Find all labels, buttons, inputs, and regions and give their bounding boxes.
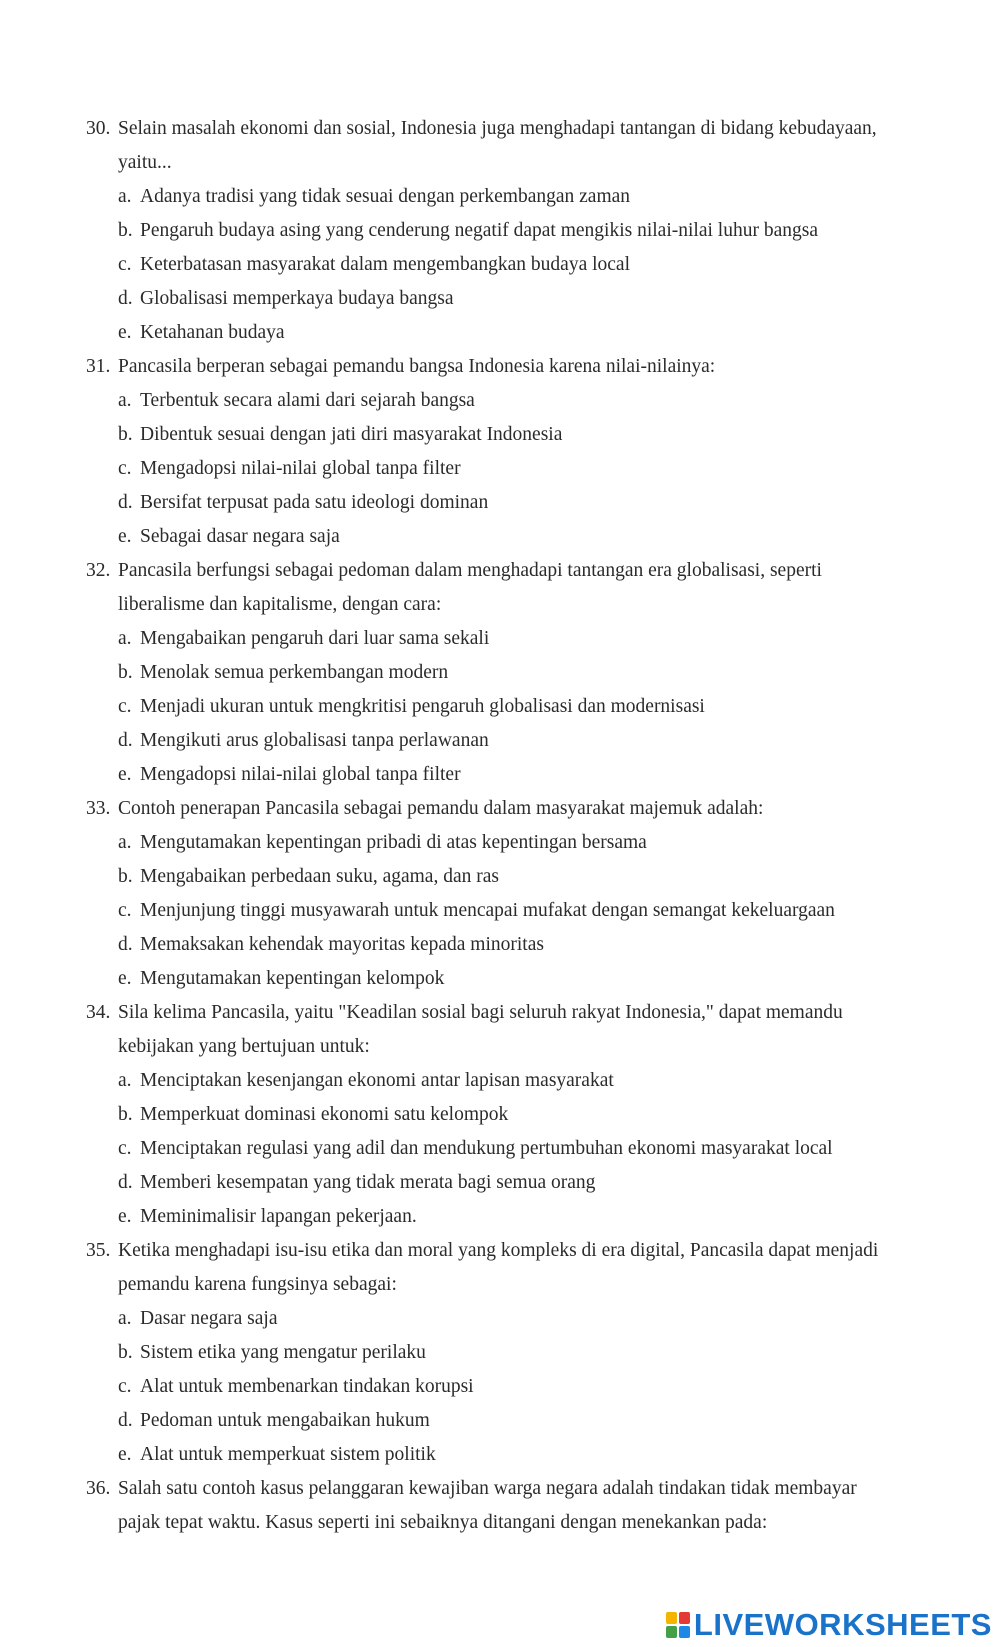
option-letter: e. — [118, 526, 132, 547]
option-letter: d. — [118, 1410, 133, 1431]
answer-option-b[interactable] — [0, 1098, 1000, 1132]
answer-option-d[interactable] — [0, 724, 1000, 758]
answer-option-e[interactable] — [0, 758, 1000, 792]
answer-option-e[interactable] — [0, 962, 1000, 996]
question-text: Sila kelima Pancasila, yaitu "Keadilan sosial bagi seluruh rakyat Indonesia," dapat memandu kebijakan yang bertujuan untuk: — [118, 1002, 843, 1057]
question-text-block — [0, 1234, 1000, 1302]
answer-option-d[interactable] — [0, 1404, 1000, 1438]
logo-square-red — [679, 1612, 690, 1624]
answer-option-d[interactable] — [0, 928, 1000, 962]
option-text: Mengutamakan kepentingan pribadi di atas kepentingan bersama — [140, 832, 647, 853]
option-letter: c. — [118, 458, 132, 479]
question-30 — [0, 112, 1000, 350]
option-text: Mengikuti arus globalisasi tanpa perlawanan — [140, 730, 489, 751]
option-letter: e. — [118, 322, 132, 343]
answer-option-e[interactable] — [0, 520, 1000, 554]
option-text: Keterbatasan masyarakat dalam mengembangkan budaya local — [140, 254, 630, 275]
option-letter: c. — [118, 1376, 132, 1397]
answer-option-d[interactable] — [0, 282, 1000, 316]
question-text-block — [0, 112, 1000, 180]
question-text: Contoh penerapan Pancasila sebagai pemandu dalam masyarakat majemuk adalah: — [118, 798, 764, 819]
option-text: Mengadopsi nilai-nilai global tanpa filter — [140, 764, 461, 785]
worksheet-page — [0, 112, 1000, 1540]
option-text: Menolak semua perkembangan modern — [140, 662, 449, 683]
option-letter: c. — [118, 696, 132, 717]
answer-option-d[interactable] — [0, 1166, 1000, 1200]
option-letter: d. — [118, 934, 133, 955]
option-text: Memperkuat dominasi ekonomi satu kelompok — [140, 1104, 509, 1125]
option-letter: e. — [118, 1206, 132, 1227]
option-letter: a. — [118, 186, 132, 207]
answer-option-b[interactable] — [0, 656, 1000, 690]
option-text: Alat untuk membenarkan tindakan korupsi — [140, 1376, 474, 1397]
question-text: Salah satu contoh kasus pelanggaran kewajiban warga negara adalah tindakan tidak membayar pajak tepat waktu. Kasus seperti ini sebaiknya ditangani dengan menekankan pada: — [118, 1478, 857, 1533]
question-number: 33. — [86, 798, 111, 819]
answer-option-a[interactable] — [0, 180, 1000, 214]
option-text: Bersifat terpusat pada satu ideologi dominan — [140, 492, 489, 513]
option-text: Globalisasi memperkaya budaya bangsa — [140, 288, 454, 309]
question-text: Pancasila berfungsi sebagai pedoman dalam menghadapi tantangan era globalisasi, seperti liberalisme dan kapitalisme, dengan cara: — [118, 560, 822, 615]
option-text: Memberi kesempatan yang tidak merata bagi semua orang — [140, 1172, 596, 1193]
option-letter: b. — [118, 220, 133, 241]
answer-option-d[interactable] — [0, 486, 1000, 520]
question-text-block — [0, 1472, 1000, 1540]
option-text: Ketahanan budaya — [140, 322, 285, 343]
answer-option-e[interactable] — [0, 1438, 1000, 1472]
answer-option-b[interactable] — [0, 1336, 1000, 1370]
question-text: Selain masalah ekonomi dan sosial, Indonesia juga menghadapi tantangan di bidang kebudayaan, yaitu... — [118, 118, 877, 173]
option-letter: c. — [118, 1138, 132, 1159]
option-text: Menciptakan regulasi yang adil dan mendukung pertumbuhan ekonomi masyarakat local — [140, 1138, 833, 1159]
option-text: Dibentuk sesuai dengan jati diri masyarakat Indonesia — [140, 424, 563, 445]
question-34 — [0, 996, 1000, 1234]
question-text-block — [0, 792, 1000, 826]
option-letter: e. — [118, 764, 132, 785]
option-letter: a. — [118, 628, 132, 649]
option-letter: d. — [118, 288, 133, 309]
question-31 — [0, 350, 1000, 554]
option-letter: a. — [118, 1070, 132, 1091]
answer-option-b[interactable] — [0, 860, 1000, 894]
option-text: Menjunjung tinggi musyawarah untuk mencapai mufakat dengan semangat kekeluargaan — [140, 900, 835, 921]
logo-square-blue — [679, 1626, 690, 1638]
question-number: 35. — [86, 1240, 111, 1261]
answer-option-c[interactable] — [0, 248, 1000, 282]
question-33 — [0, 792, 1000, 996]
option-text: Memaksakan kehendak mayoritas kepada minoritas — [140, 934, 544, 955]
answer-option-a[interactable] — [0, 1064, 1000, 1098]
option-text: Menciptakan kesenjangan ekonomi antar lapisan masyarakat — [140, 1070, 614, 1091]
option-text: Pengaruh budaya asing yang cenderung negatif dapat mengikis nilai-nilai luhur bangsa — [140, 220, 818, 241]
option-text: Terbentuk secara alami dari sejarah bangsa — [140, 390, 475, 411]
option-text: Mengadopsi nilai-nilai global tanpa filter — [140, 458, 461, 479]
option-text: Pedoman untuk mengabaikan hukum — [140, 1410, 430, 1431]
question-36 — [0, 1472, 1000, 1540]
question-text-block — [0, 554, 1000, 622]
answer-option-a[interactable] — [0, 622, 1000, 656]
option-letter: c. — [118, 254, 132, 275]
answer-option-b[interactable] — [0, 214, 1000, 248]
option-letter: e. — [118, 1444, 132, 1465]
logo-square-green — [666, 1626, 677, 1638]
question-text-block — [0, 350, 1000, 384]
option-text: Adanya tradisi yang tidak sesuai dengan perkembangan zaman — [140, 186, 631, 207]
option-text: Alat untuk memperkuat sistem politik — [140, 1444, 436, 1465]
option-letter: b. — [118, 1104, 133, 1125]
option-text: Sistem etika yang mengatur perilaku — [140, 1342, 426, 1363]
option-letter: a. — [118, 1308, 132, 1329]
question-35 — [0, 1234, 1000, 1472]
option-letter: b. — [118, 424, 133, 445]
liveworksheets-logo-icon — [666, 1612, 690, 1638]
question-number: 30. — [86, 118, 111, 139]
answer-option-c[interactable] — [0, 452, 1000, 486]
option-text: Mengutamakan kepentingan kelompok — [140, 968, 445, 989]
option-text: Dasar negara saja — [140, 1308, 278, 1329]
option-letter: d. — [118, 730, 133, 751]
option-letter: b. — [118, 866, 133, 887]
question-32 — [0, 554, 1000, 792]
option-letter: d. — [118, 1172, 133, 1193]
option-text: Mengabaikan pengaruh dari luar sama sekali — [140, 628, 490, 649]
question-number: 36. — [86, 1478, 111, 1499]
answer-option-a[interactable] — [0, 826, 1000, 860]
option-text: Meminimalisir lapangan pekerjaan. — [140, 1206, 417, 1227]
answer-option-c[interactable] — [0, 690, 1000, 724]
answer-option-e[interactable] — [0, 316, 1000, 350]
option-letter: b. — [118, 1342, 133, 1363]
answer-option-c[interactable] — [0, 1370, 1000, 1404]
answer-option-c[interactable] — [0, 894, 1000, 928]
question-text: Pancasila berperan sebagai pemandu bangsa Indonesia karena nilai-nilainya: — [118, 356, 716, 377]
question-number: 31. — [86, 356, 111, 377]
answer-option-e[interactable] — [0, 1200, 1000, 1234]
question-number: 32. — [86, 560, 111, 581]
answer-option-a[interactable] — [0, 1302, 1000, 1336]
answer-option-b[interactable] — [0, 418, 1000, 452]
option-text: Mengabaikan perbedaan suku, agama, dan ras — [140, 866, 499, 887]
option-letter: c. — [118, 900, 132, 921]
option-letter: a. — [118, 390, 132, 411]
question-text-block — [0, 996, 1000, 1064]
logo-square-yellow — [666, 1612, 677, 1624]
option-letter: e. — [118, 968, 132, 989]
option-letter: d. — [118, 492, 133, 513]
brand-name: LIVEWORKSHEETS — [693, 1607, 992, 1642]
option-letter: b. — [118, 662, 133, 683]
option-text: Sebagai dasar negara saja — [140, 526, 340, 547]
question-text: Ketika menghadapi isu-isu etika dan moral yang kompleks di era digital, Pancasila dapat menjadi pemandu karena fungsinya sebagai: — [118, 1240, 879, 1295]
question-number: 34. — [86, 1002, 111, 1023]
option-text: Menjadi ukuran untuk mengkritisi pengaruh globalisasi dan modernisasi — [140, 696, 705, 717]
liveworksheets-brand — [666, 1607, 992, 1643]
answer-option-a[interactable] — [0, 384, 1000, 418]
answer-option-c[interactable] — [0, 1132, 1000, 1166]
option-letter: a. — [118, 832, 132, 853]
